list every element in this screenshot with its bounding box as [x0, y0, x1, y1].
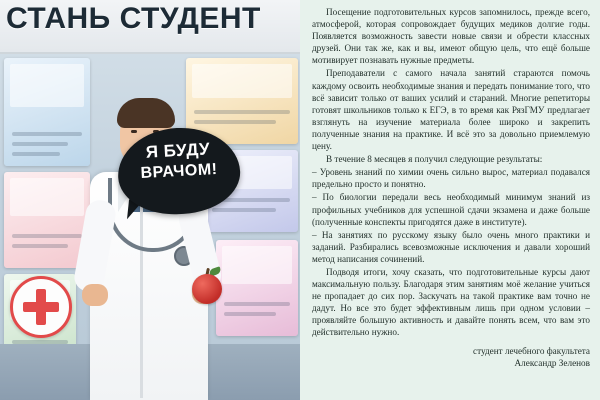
- poster-line: [12, 244, 68, 248]
- poster-line: [12, 152, 60, 156]
- testimonial-paragraph: Преподаватели с самого начала занятий стараются помочь каждому освоить необходимые знания и передать понимание того, что всё зависит только от ваших усилий и стараний. Многие репетиторы готовят школьников только к ЕГЭ, в то время как РязГМУ предлагает взглянуть на изучение материала более широко и закрепить полученные знания на практике. И всё это за довольно приемлемую цену.: [312, 68, 590, 152]
- poster-image: [10, 178, 84, 216]
- banner-title: СТАНЬ СТУДЕНТ: [6, 2, 261, 35]
- testimonial-closing: Подводя итоги, хочу сказать, что подготовительные курсы дают максимальную пользу. Благодаря этим занятиям моё желание учиться не пропадает до сих пор. Заскучать на такой практике вам точно не дадут. Но все это будет эффективным лишь при одном условии – проявляйте большую активность и давайте понять всем, что вам это действительно нужно.: [312, 266, 590, 338]
- poster-image: [192, 64, 292, 98]
- poster-line: [224, 312, 276, 316]
- poster-image: [222, 246, 292, 284]
- testimonial-panel: [300, 0, 600, 400]
- signature: [312, 345, 590, 369]
- hand-left: [82, 284, 108, 306]
- wall-poster: [216, 240, 298, 336]
- poster-line: [12, 234, 82, 238]
- testimonial-result-item: – Уровень знаний по химии очень сильно вырос, материал подавался предельно просто и понятно.: [312, 167, 590, 190]
- testimonial-result-item: – По биологии передали весь необходимый минимум знаний из профильных учебников для успешной сдачи экзамена и даже больше (полученные конспекты пригодятся даже в институте).: [312, 192, 590, 227]
- sign-line-1: Я БУДУ: [145, 139, 211, 162]
- eye-left: [131, 130, 137, 133]
- poster-line: [224, 302, 290, 306]
- apple-icon: [192, 274, 222, 304]
- red-cross-icon: [10, 276, 72, 338]
- testimonial-paragraph: Посещение подготовительных курсов запомнилось, прежде всего, атмосферой, которая сопровождает будущих медиков долгие годы. Появляется возможность завести новые связи и обрести классных друзей. Они так же, как и вы, имеют общую цель, что ещё больше мотивирует познавать нужные предметы.: [312, 7, 590, 66]
- testimonial-paragraph: В течение 8 месяцев я получил следующие результаты:: [326, 154, 543, 165]
- testimonial-result-item: – На занятиях по русскому языку было очень много практики и заданий. Разбирались всевозможные исключения и давали хороший метод написания сочинений.: [312, 229, 590, 264]
- sign-text: [116, 137, 240, 185]
- signature-role: студент лечебного факультета: [473, 345, 590, 356]
- poster-line: [12, 142, 68, 146]
- poster-line: [12, 132, 82, 136]
- poster-image: [10, 64, 84, 107]
- hair: [117, 98, 175, 128]
- sign-line-2: ВРАЧОМ!: [140, 160, 218, 183]
- signature-name: Александр Зеленов: [514, 357, 590, 368]
